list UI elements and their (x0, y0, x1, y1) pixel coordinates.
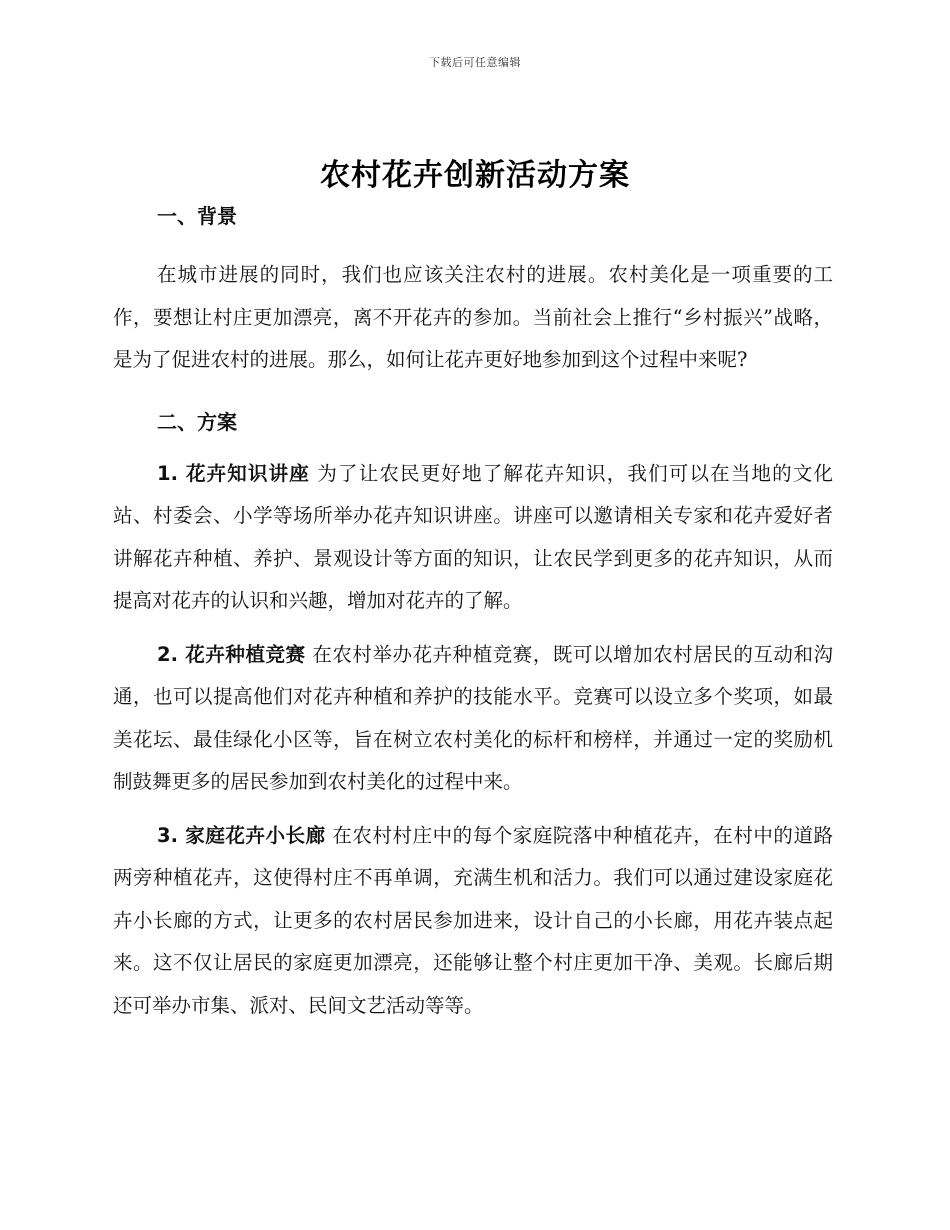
background-paragraph: 在城市进展的同时，我们也应该关注农村的进展。农村美化是一项重要的工作，要想让村庄更加漂亮，离不开花卉的参加。当前社会上推行“乡村振兴”战略，是为了促进农村的进展。那么，如何让花卉更好地参加到这个过程中来呢? (113, 263, 833, 371)
section-heading-background: 一、背景 (157, 204, 237, 228)
plan-item-2-text: 在农村举办花卉种植竞赛，既可以增加农村居民的互动和沟通，也可以提高他们对花卉种植和养护的技能水平。竞赛可以设立多个奖项，如最美花坛、最佳绿化小区等，旨在树立农村美化的标杆和榜样，并通过一定的奖励机制鼓舞更多的居民参加到农村美化的过程中来。 (113, 642, 833, 793)
section-heading-plan: 二、方案 (157, 409, 237, 434)
plan-item-3 (113, 815, 833, 1028)
plan-item-1-title: 1. 花卉知识讲座 (157, 461, 310, 485)
header-note: 下载后可任意编辑 (429, 56, 521, 69)
plan-item-1 (113, 453, 833, 623)
plan-item-2-title: 2. 花卉种植竞赛 (157, 642, 306, 666)
plan-item-1-text: 为了让农民更好地了解花卉知识，我们可以在当地的文化站、村委会、小学等场所举办花卉知识讲座。讲座可以邀请相关专家和花卉爱好者讲解花卉种植、养护、景观设计等方面的知识，让农民学到更多的花卉知识，从而提高对花卉的认识和兴趣，增加对花卉的了解。 (113, 461, 834, 612)
document-body (113, 202, 833, 1027)
plan-item-3-title: 3. 家庭花卉小长廊 (157, 823, 326, 847)
plan-item-2 (113, 634, 833, 804)
plan-item-3-text: 在农村村庄中的每个家庭院落中种植花卉，在村中的道路两旁种植花卉，这使得村庄不再单调，充满生机和活力。我们可以通过建设家庭花卉小长廊的方式，让更多的农村居民参加进来，设计自己的小长廊，用花卉装点起来。这不仅让居民的家庭更加漂亮，还能够让整个村庄更加干净、美观。长廊后期还可举办市集、派对、民间文艺活动等等。 (113, 823, 833, 1017)
page-title: 农村花卉创新活动方案 (320, 158, 630, 193)
